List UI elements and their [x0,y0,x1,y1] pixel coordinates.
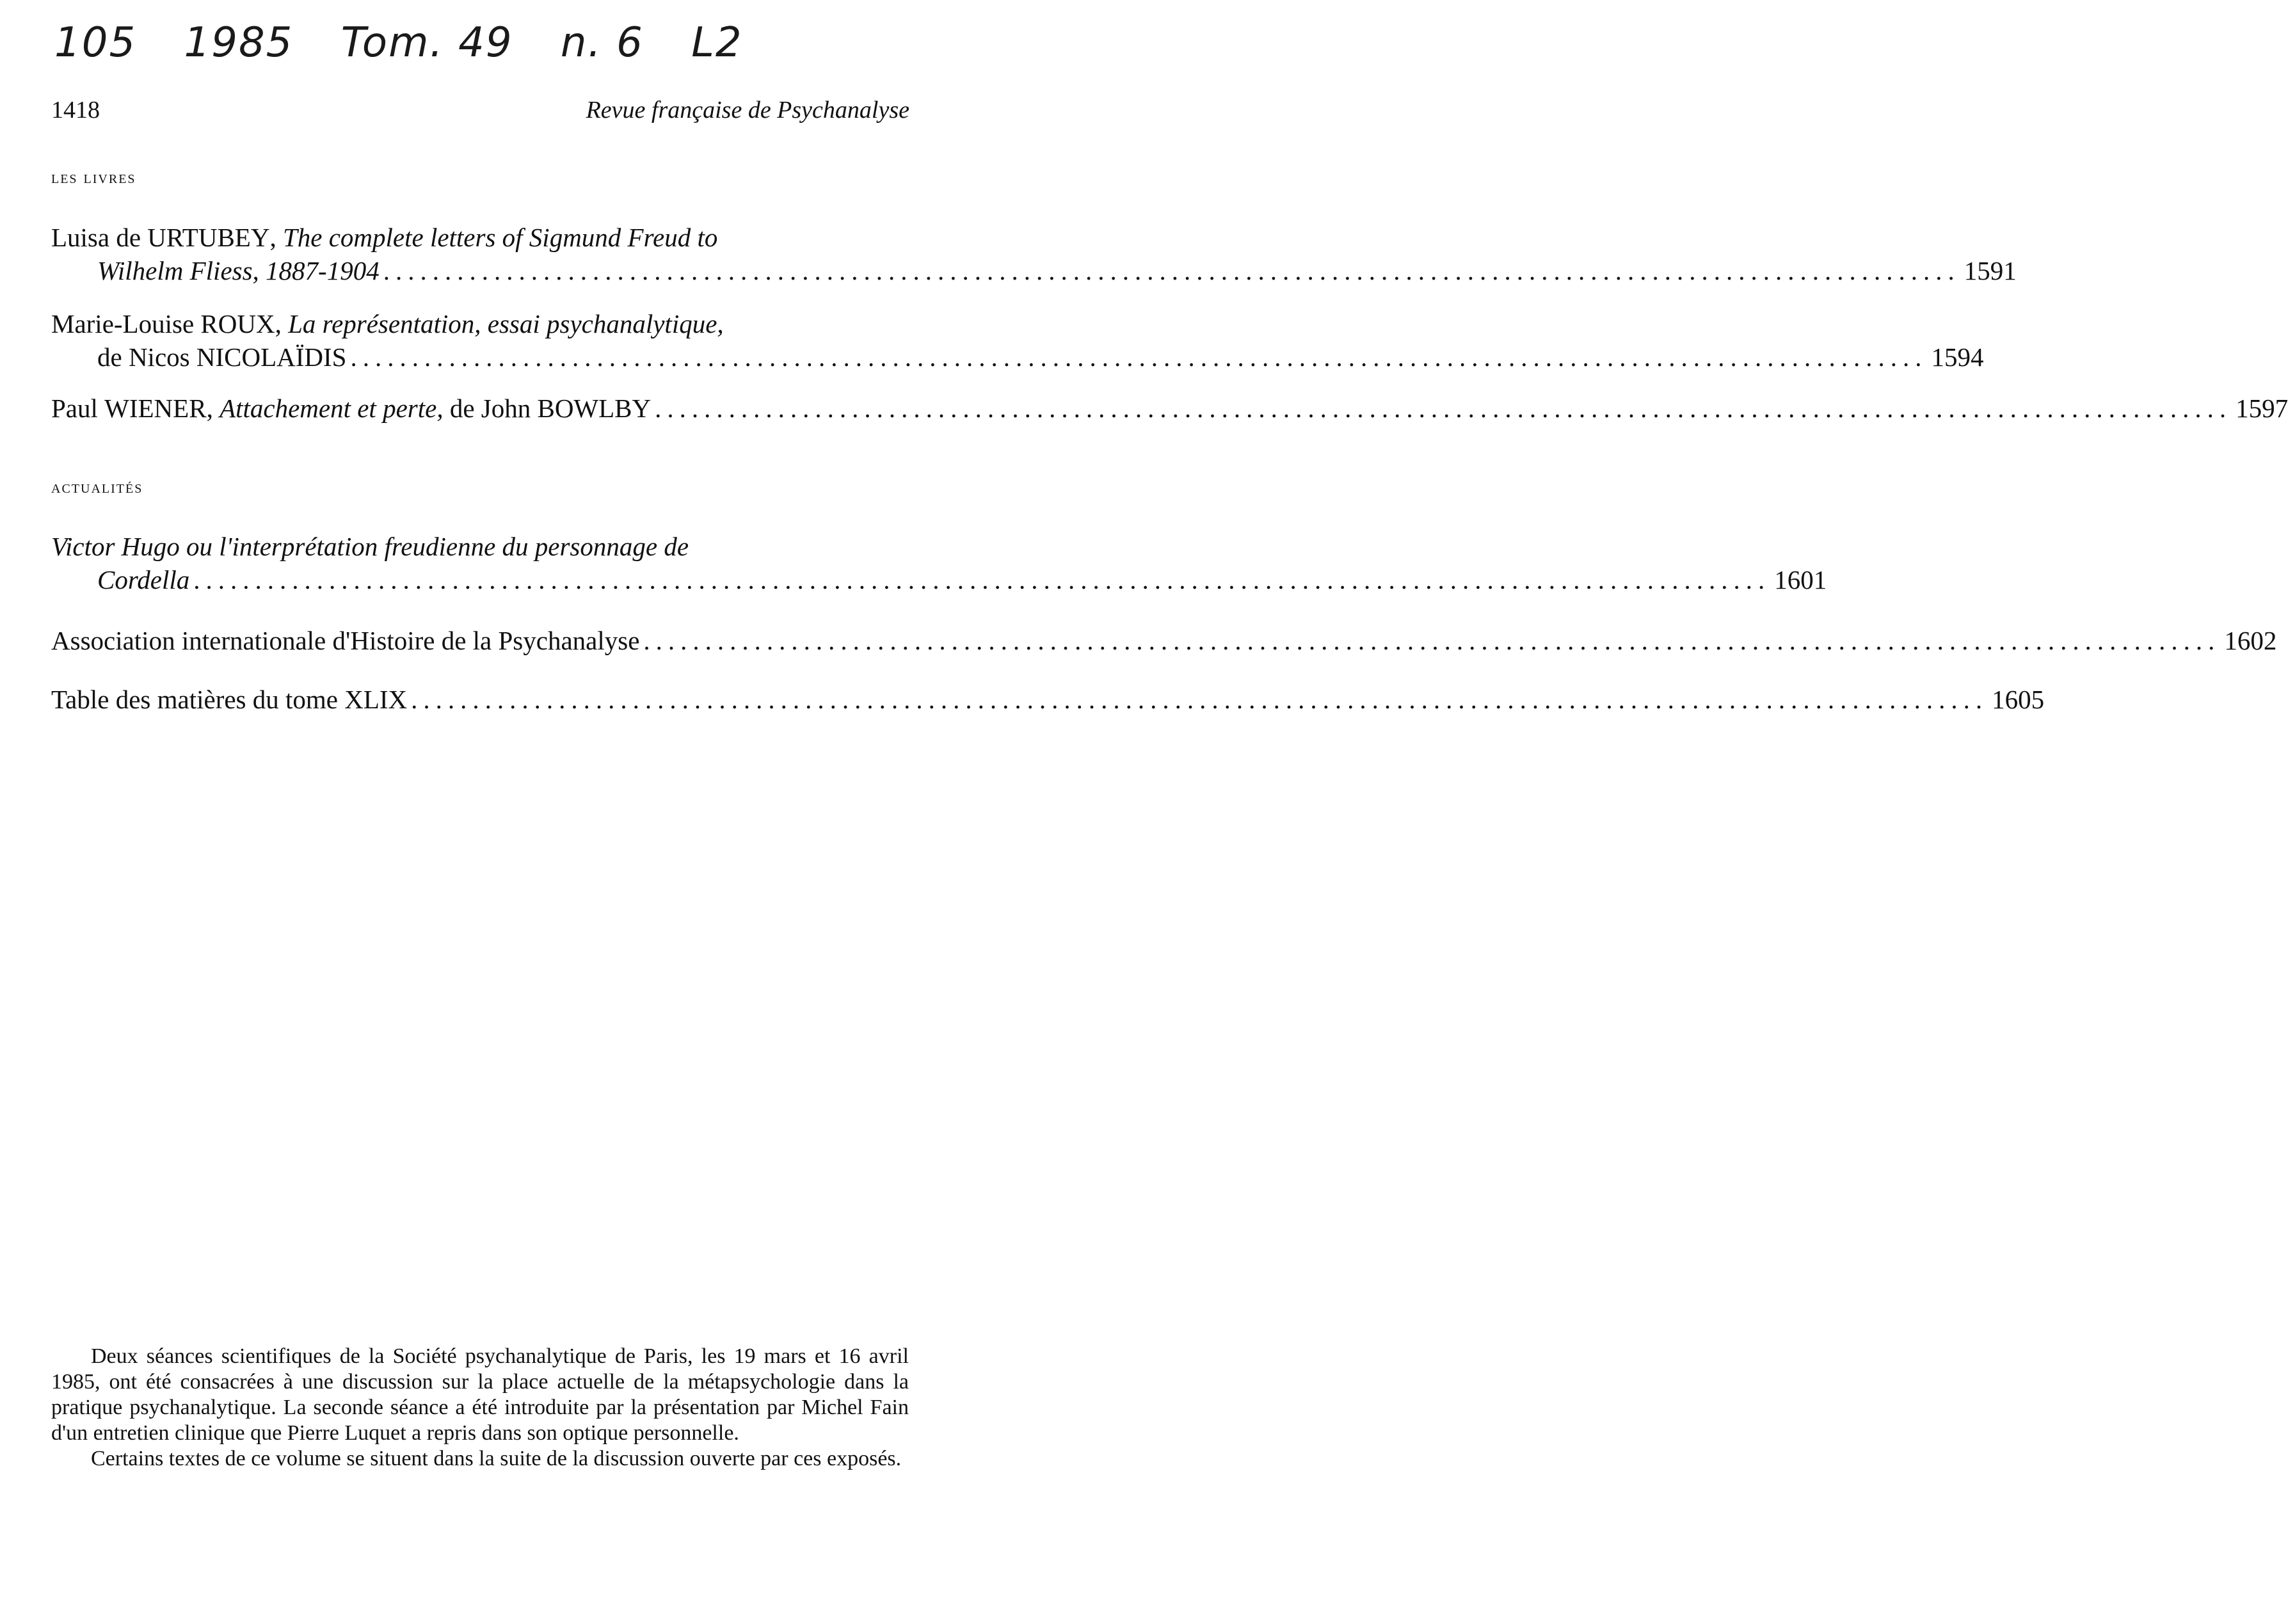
author-last: WIENER [104,394,207,423]
toc-entry[interactable] [51,683,2045,716]
page-ref: 1601 [1774,565,1827,594]
handwritten-year: 1985 [184,19,294,67]
dot-leader: ................................................................................................................................ [643,626,2221,655]
toc-entry[interactable] [51,530,1827,596]
page-ref: 1594 [1931,342,1984,372]
book-title: Attachement et perte, [220,394,444,423]
page-ref: 1605 [1992,685,2045,714]
toc-entry[interactable]: Paul WIENER , Attachement et perte, de John BOWLBY ................................................................................................................................ 1597 [51,392,909,425]
entry-title: Victor Hugo ou l'interprétation freudienne du personnage de [51,532,689,561]
footnote-paragraph: Deux séances scientifiques de la Société psychanalytique de Paris, les 19 mars et 16 avril 1985, ont été consacrées à une discussion sur la place actuelle de la métapsychologie dans la pratique psychanalytique. La seconde séance a été introduite par la présentation par Michel Fain d'un entretien clinique que Pierre Luquet a repris dans son optique personnelle. [51,1344,909,1445]
page-number: 1418 [51,97,100,123]
page-ref: 1602 [2224,626,2277,655]
toc-entry[interactable] [51,624,2277,657]
book-author: de Nicos NICOLAÏDIS [97,342,347,372]
author-last: URTUBEY [147,223,270,252]
toc-entry[interactable]: Marie-Louise ROUX , La représentation, essai psychanalytique, de Nicos NICOLAÏDIS ................................................................................................................................ 1594 [51,307,909,374]
page-header [51,96,909,124]
book-title-cont: Wilhelm Fliess, 1887-1904 [97,256,380,285]
dot-leader: ................................................................................................................................ [655,394,2232,423]
book-author: de John BOWLBY [449,394,652,423]
handwritten-number: 105 [54,19,137,67]
dot-leader: ................................................................................................................................ [350,342,1928,372]
journal-title: Revue française de Psychanalyse [586,97,909,123]
entry-title: Table des matières du tome XLIX [51,685,408,714]
author-first: Luisa de [51,223,141,252]
entry-title: Association internationale d'Histoire de la Psychanalyse [51,626,640,655]
section-heading-actualites: actualités [51,477,143,497]
entry-title-cont: Cordella [97,565,190,594]
dot-leader: ................................................................................................................................ [193,565,1771,594]
book-title: The complete letters of Sigmund Freud to [282,223,718,252]
footnote-paragraph: Certains textes de ce volume se situent dans la suite de la discussion ouverte par ces exposés. [91,1447,902,1470]
author-last: ROUX [200,309,275,338]
book-title: La représentation, essai psychanalytique, [288,309,724,338]
footnote [51,1344,909,1472]
author-first: Marie-Louise [51,309,195,338]
page-ref: 1597 [2236,394,2288,423]
author-first: Paul [51,394,98,423]
toc-entry[interactable]: Luisa de URTUBEY , The complete letters of Sigmund Freud to Wilhelm Fliess, 1887-1904 ................................................................................................................................ 1591 [51,221,909,287]
section-heading-livres: les livres [51,168,136,187]
dot-leader: ................................................................................................................................ [383,256,1960,285]
handwritten-tome: Tom. 49 [340,19,513,67]
dot-leader: ................................................................................................................................ [411,685,1988,714]
handwritten-issue: n. 6 [560,19,644,67]
page-ref: 1591 [1964,256,2017,285]
handwritten-code: L2 [691,19,743,67]
handwritten-note [54,19,776,67]
